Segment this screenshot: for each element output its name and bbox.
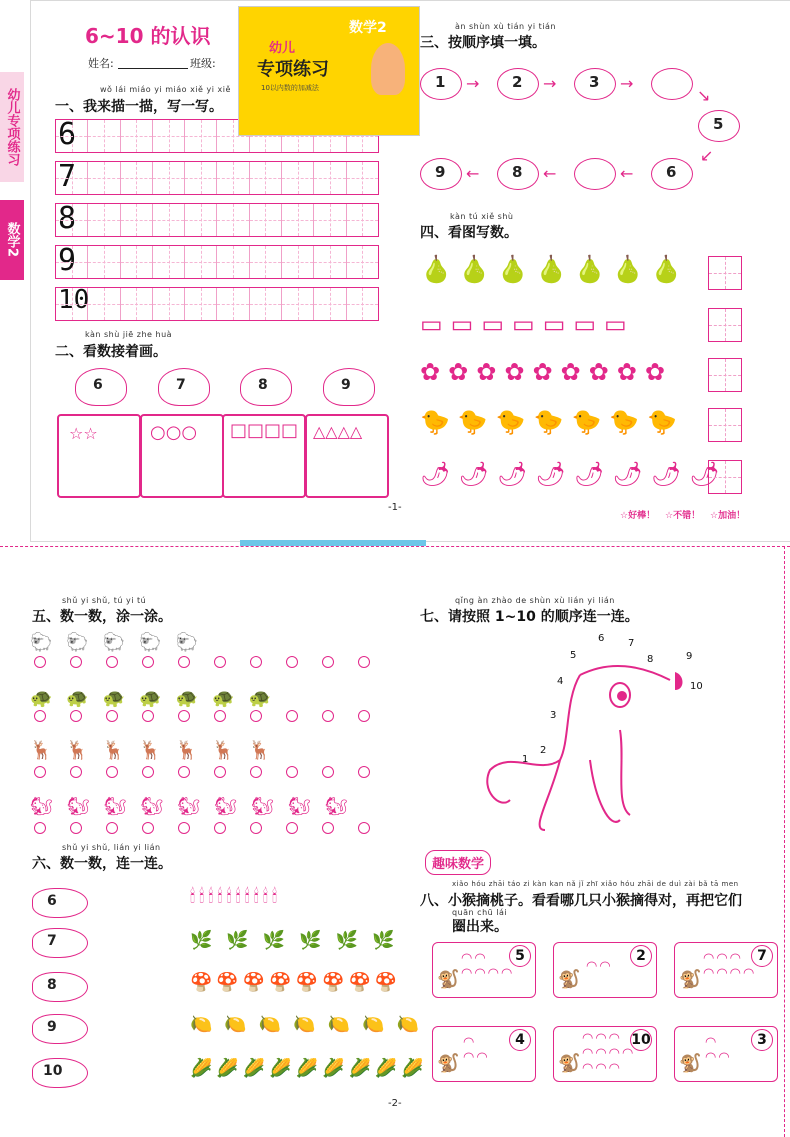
turtle-icon: 9 xyxy=(32,1014,88,1044)
class-label: 班级: xyxy=(190,57,216,70)
sec6-pinyin: shǔ yi shǔ, lián yi lián xyxy=(62,843,161,852)
snail-icon: 1 xyxy=(420,68,462,100)
side-label-subject: 数学2 xyxy=(0,200,24,280)
answer-box[interactable] xyxy=(708,408,742,442)
color-circle[interactable] xyxy=(358,766,370,778)
monkey-icon: 🐒 xyxy=(558,969,581,990)
hedgehog-icon: 7 xyxy=(158,368,210,406)
color-circle[interactable] xyxy=(322,710,334,722)
answer-box[interactable] xyxy=(708,358,742,392)
turtle-icon: 7 xyxy=(32,928,88,958)
color-circle[interactable] xyxy=(322,656,334,668)
snail-blank[interactable] xyxy=(651,68,693,100)
color-circle[interactable] xyxy=(322,822,334,834)
snail-icon: 3 xyxy=(574,68,616,100)
sec7-pinyin: qǐng àn zhào de shùn xù lián yi lián xyxy=(455,596,615,605)
right-edge-line xyxy=(784,546,785,1137)
color-circle[interactable] xyxy=(250,656,262,668)
book-cover xyxy=(238,6,420,136)
sec8-title: 八、小猴摘桃子。看看哪几只小猴摘得对，再把它们 xyxy=(420,893,742,909)
dot-label: 5 xyxy=(570,650,577,661)
color-circle[interactable] xyxy=(358,656,370,668)
squirrel-row: 🐿🐿🐿🐿🐿🐿🐿🐿🐿 xyxy=(30,796,362,817)
corn-row[interactable]: 🌽🌽🌽🌽🌽🌽🌽🌽🌽 xyxy=(190,1058,428,1079)
monkey-box[interactable]: 10 🐒 ◠◠◠ ◠◠◠◠ ◠◠◠ xyxy=(553,1026,657,1082)
arrow-right-icon: → xyxy=(620,74,634,93)
trace-row[interactable] xyxy=(55,203,379,237)
dot-label: 4 xyxy=(557,676,564,687)
sec6-title: 六、数一数，连一连。 xyxy=(32,856,172,872)
color-circle[interactable] xyxy=(106,656,118,668)
praise-1: ☆好棒！ xyxy=(620,511,656,521)
draw-box[interactable]: ○○○ xyxy=(140,414,224,498)
hedgehog-icon: 8 xyxy=(240,368,292,406)
draw-box[interactable]: □□□□ xyxy=(222,414,306,498)
color-circle[interactable] xyxy=(142,656,154,668)
dog-drawing xyxy=(470,630,720,840)
color-circle[interactable] xyxy=(70,656,82,668)
answer-box[interactable] xyxy=(708,460,742,494)
praise-2: ☆不错！ xyxy=(665,511,701,521)
monkey-icon: 🐒 xyxy=(437,969,460,990)
name-field[interactable] xyxy=(118,68,188,69)
snail-icon: 8 xyxy=(497,158,539,190)
color-circle[interactable] xyxy=(286,822,298,834)
color-circle[interactable] xyxy=(106,822,118,834)
dog-nose xyxy=(675,672,683,690)
side-label-series: 幼儿专项练习 xyxy=(0,72,24,182)
snail-icon: 2 xyxy=(497,68,539,100)
color-circle[interactable] xyxy=(358,710,370,722)
color-circle[interactable] xyxy=(106,710,118,722)
mushroom-row[interactable]: 🍄🍄🍄🍄🍄🍄🍄🍄 xyxy=(190,972,402,993)
cover-subject: 数学2 xyxy=(349,20,387,36)
turtle-icon: 8 xyxy=(32,972,88,1002)
praise-3: ☆加油！ xyxy=(710,511,746,521)
snail-icon: 9 xyxy=(420,158,462,190)
arrow-right-icon: → xyxy=(543,74,557,93)
draw-box[interactable]: ☆☆ xyxy=(57,414,141,498)
sec7-title: 七、请按照 1~10 的顺序连一连。 xyxy=(420,609,639,625)
color-circle[interactable] xyxy=(322,766,334,778)
sec2-pinyin: kàn shù jiē zhe huà xyxy=(85,330,173,339)
page-number-1: -1- xyxy=(388,502,402,513)
peach-icons: ◠◠ ◠◠◠◠ xyxy=(461,951,515,981)
color-circle[interactable] xyxy=(142,766,154,778)
color-circle[interactable] xyxy=(34,710,46,722)
turtle-icon: 6 xyxy=(32,888,88,918)
arrow-down-icon: ↙ xyxy=(700,146,714,165)
sec2-title: 二、看数接着画。 xyxy=(55,344,167,360)
monkey-icon: 🐒 xyxy=(679,969,702,990)
trace-digit: 10 xyxy=(58,285,90,315)
color-circle[interactable] xyxy=(286,766,298,778)
arrow-down-icon: ↘ xyxy=(697,86,711,105)
snail-icon: 5 xyxy=(698,110,740,142)
trace-digit: 7 xyxy=(58,159,77,194)
sec3-pinyin: àn shùn xù tián yi tián xyxy=(455,22,556,31)
cut-line xyxy=(0,546,790,547)
hedgehog-icon: 9 xyxy=(323,368,375,406)
name-label: 姓名: xyxy=(88,57,114,70)
sec8-pinyin: xiǎo hóu zhāi táo zi kàn kan nǎ jǐ zhī xiǎo hóu zhāi de duì zài bǎ tā men xyxy=(452,880,739,888)
peach-icons: ◠ ◠◠ xyxy=(705,1035,732,1065)
arrow-left-icon: ← xyxy=(466,164,480,183)
sec4-pinyin: kàn tú xiě shù xyxy=(450,212,514,221)
color-circle[interactable] xyxy=(34,822,46,834)
dog-outline xyxy=(487,666,670,830)
chick-row: 🐤🐤🐤🐤🐤🐤🐤 xyxy=(420,408,686,436)
lemon-row[interactable]: 🍋🍋🍋🍋🍋🍋🍋 xyxy=(190,1014,431,1035)
color-circle[interactable] xyxy=(178,766,190,778)
cover-series: 幼儿 xyxy=(269,41,296,56)
peach-icons: ◠◠◠ ◠◠◠◠ xyxy=(703,951,757,981)
color-circle[interactable] xyxy=(250,822,262,834)
sec8-title-2: 圈出来。 xyxy=(452,919,508,935)
dot-label: 9 xyxy=(686,651,693,662)
answer-box[interactable] xyxy=(708,256,742,290)
sec1-title: 一、我来描一描，写一写。 xyxy=(55,99,223,115)
sheep-row: 🐑🐑🐑🐑🐑 xyxy=(30,632,213,653)
flower-row: ✿✿✿✿✿✿✿✿✿ xyxy=(420,358,673,386)
trace-digit: 6 xyxy=(58,117,77,152)
turtle-row: 🐢🐢🐢🐢🐢🐢🐢 xyxy=(30,688,285,709)
dot-label: 1 xyxy=(522,754,529,765)
color-circle[interactable] xyxy=(286,656,298,668)
arrow-left-icon: ← xyxy=(543,164,557,183)
monkey-icon: 🐒 xyxy=(679,1053,702,1074)
cover-title: 专项练习 xyxy=(257,59,329,80)
color-circle[interactable] xyxy=(250,710,262,722)
dot-label: 10 xyxy=(690,681,703,692)
monkey-icon: 🐒 xyxy=(437,1053,460,1074)
page-title: 6~10 的认识 xyxy=(85,24,211,48)
color-circle[interactable] xyxy=(286,710,298,722)
dog-pupil xyxy=(617,691,627,701)
monkey-box[interactable]: 3 🐒 ◠ ◠◠ xyxy=(674,1026,778,1082)
chili-row: 🌶🌶🌶🌶🌶🌶🌶🌶 xyxy=(420,460,728,488)
trace-row[interactable] xyxy=(55,161,379,195)
deer-row: 🦌🦌🦌🦌🦌🦌🦌 xyxy=(30,740,285,761)
color-circle[interactable] xyxy=(142,822,154,834)
trace-row[interactable] xyxy=(55,287,379,321)
color-circle[interactable] xyxy=(358,822,370,834)
dot-label: 3 xyxy=(550,710,557,721)
snail-icon: 6 xyxy=(651,158,693,190)
trace-digit: 8 xyxy=(58,201,77,236)
sec3-title: 三、按顺序填一填。 xyxy=(420,35,546,51)
arrow-left-icon: ← xyxy=(620,164,634,183)
color-circle[interactable] xyxy=(70,822,82,834)
peach-icons: ◠◠ xyxy=(586,959,613,974)
fun-math-badge: 趣味数学 xyxy=(425,850,491,875)
monkey-box[interactable]: 4 🐒 ◠ ◠◠ xyxy=(432,1026,536,1082)
color-circle[interactable] xyxy=(178,822,190,834)
color-circle[interactable] xyxy=(34,766,46,778)
color-circle[interactable] xyxy=(178,710,190,722)
color-circle[interactable] xyxy=(142,710,154,722)
peach-icons: ◠ ◠◠ xyxy=(463,1035,490,1065)
monkey-box[interactable]: 5 🐒 ◠◠ ◠◠◠◠ xyxy=(432,942,536,998)
grass-row[interactable]: 🌿🌿🌿🌿🌿🌿 xyxy=(190,930,409,951)
girl-icon xyxy=(371,43,405,95)
dot-label: 7 xyxy=(628,638,635,649)
sec1-pinyin: wǒ lái miáo yi miáo xiě yi xiě xyxy=(100,85,231,94)
cover-subtitle: 10以内数的加减法 xyxy=(261,84,319,92)
pear-row: 🍐🍐🍐🍐🍐🍐🍐 xyxy=(420,255,689,285)
color-circle[interactable] xyxy=(34,656,46,668)
sec5-title: 五、数一数，涂一涂。 xyxy=(32,609,172,625)
peach-icons: ◠◠◠ ◠◠◠◠ ◠◠◠ xyxy=(582,1031,636,1076)
color-circle[interactable] xyxy=(70,710,82,722)
eraser-row: ▭▭▭▭▭▭▭ xyxy=(420,310,635,338)
dot-label: 2 xyxy=(540,745,547,756)
sec4-title: 四、看图写数。 xyxy=(420,225,518,241)
color-circle[interactable] xyxy=(214,710,226,722)
monkey-box[interactable]: 7 🐒 ◠◠◠ ◠◠◠◠ xyxy=(674,942,778,998)
color-circle[interactable] xyxy=(250,766,262,778)
trace-row[interactable] xyxy=(55,245,379,279)
draw-box[interactable]: △△△△ xyxy=(305,414,389,498)
trace-digit: 9 xyxy=(58,243,77,278)
dot-label: 6 xyxy=(598,633,605,644)
candle-row[interactable]: 🕯🕯🕯🕯🕯🕯🕯🕯🕯🕯 xyxy=(190,886,282,907)
color-circle[interactable] xyxy=(214,766,226,778)
page-number-2: -2- xyxy=(388,1098,402,1109)
snail-blank[interactable] xyxy=(574,158,616,190)
sec8-pinyin-2: quān chū lái xyxy=(452,908,508,917)
color-circle[interactable] xyxy=(70,766,82,778)
color-circle[interactable] xyxy=(106,766,118,778)
dot-label: 8 xyxy=(647,654,654,665)
answer-box[interactable] xyxy=(708,308,742,342)
arrow-right-icon: → xyxy=(466,74,480,93)
monkey-icon: 🐒 xyxy=(558,1053,581,1074)
monkey-box[interactable]: 2 🐒 ◠◠ xyxy=(553,942,657,998)
turtle-icon: 10 xyxy=(32,1058,88,1088)
hedgehog-icon: 6 xyxy=(75,368,127,406)
color-circle[interactable] xyxy=(214,656,226,668)
color-circle[interactable] xyxy=(214,822,226,834)
sec5-pinyin: shǔ yi shǔ, tú yi tú xyxy=(62,596,147,605)
color-circle[interactable] xyxy=(178,656,190,668)
